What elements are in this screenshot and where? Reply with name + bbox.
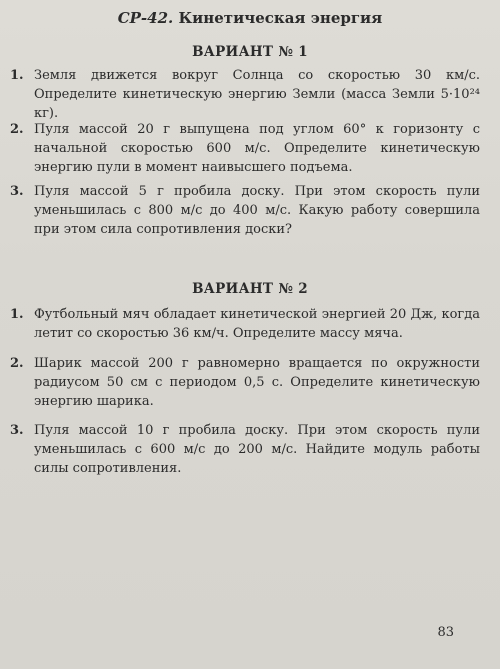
task-text: Пуля массой 20 г выпущена под углом 60° к горизонту с начальной скоростью 600 м/с. Определите кинетическую энергию пули в момент наивысшего подъема. bbox=[34, 122, 480, 175]
task-text: Футбольный мяч обладает кинетической энергией 20 Дж, когда летит со скоростью 36 км/ч. Определите массу мяча. bbox=[34, 307, 480, 341]
variant-2-task-2 bbox=[10, 354, 480, 411]
task-number: 1. bbox=[10, 68, 24, 83]
section-code: СР-42. bbox=[117, 9, 174, 27]
variant-1-title: ВАРИАНТ № 1 bbox=[192, 44, 308, 60]
task-number: 3. bbox=[10, 423, 24, 438]
variant-1-task-2 bbox=[10, 120, 480, 177]
task-text: Пуля массой 5 г пробила доску. При этом скорость пули уменьшилась с 800 м/с до 400 м/с. Какую работу совершила при этом сила сопротивления доски? bbox=[34, 184, 480, 237]
variant-2-task-1 bbox=[10, 305, 480, 343]
task-text: Шарик массой 200 г равномерно вращается по окружности радиусом 50 см с периодом 0,5 с. Определите кинетическую энергию шарика. bbox=[34, 356, 480, 409]
variant-2-task-3 bbox=[10, 421, 480, 478]
task-number: 3. bbox=[10, 184, 24, 199]
page-number: 83 bbox=[437, 625, 454, 640]
task-text: Земля движется вокруг Солнца со скоростью 30 км/с. Определите кинетическую энергию Земли (масса Земли 5·10²⁴ кг). bbox=[34, 68, 480, 121]
variant-2-title: ВАРИАНТ № 2 bbox=[192, 281, 308, 297]
task-text: Пуля массой 10 г пробила доску. При этом скорость пули уменьшилась с 600 м/с до 200 м/с. Найдите модуль работы силы сопротивления. bbox=[34, 423, 480, 476]
section-title: Кинетическая энергия bbox=[178, 9, 383, 27]
variant-1-task-3 bbox=[10, 182, 480, 239]
task-number: 2. bbox=[10, 356, 24, 371]
variant-1-task-1 bbox=[10, 66, 480, 123]
page-header bbox=[0, 9, 500, 27]
task-number: 1. bbox=[10, 307, 24, 322]
task-number: 2. bbox=[10, 122, 24, 137]
